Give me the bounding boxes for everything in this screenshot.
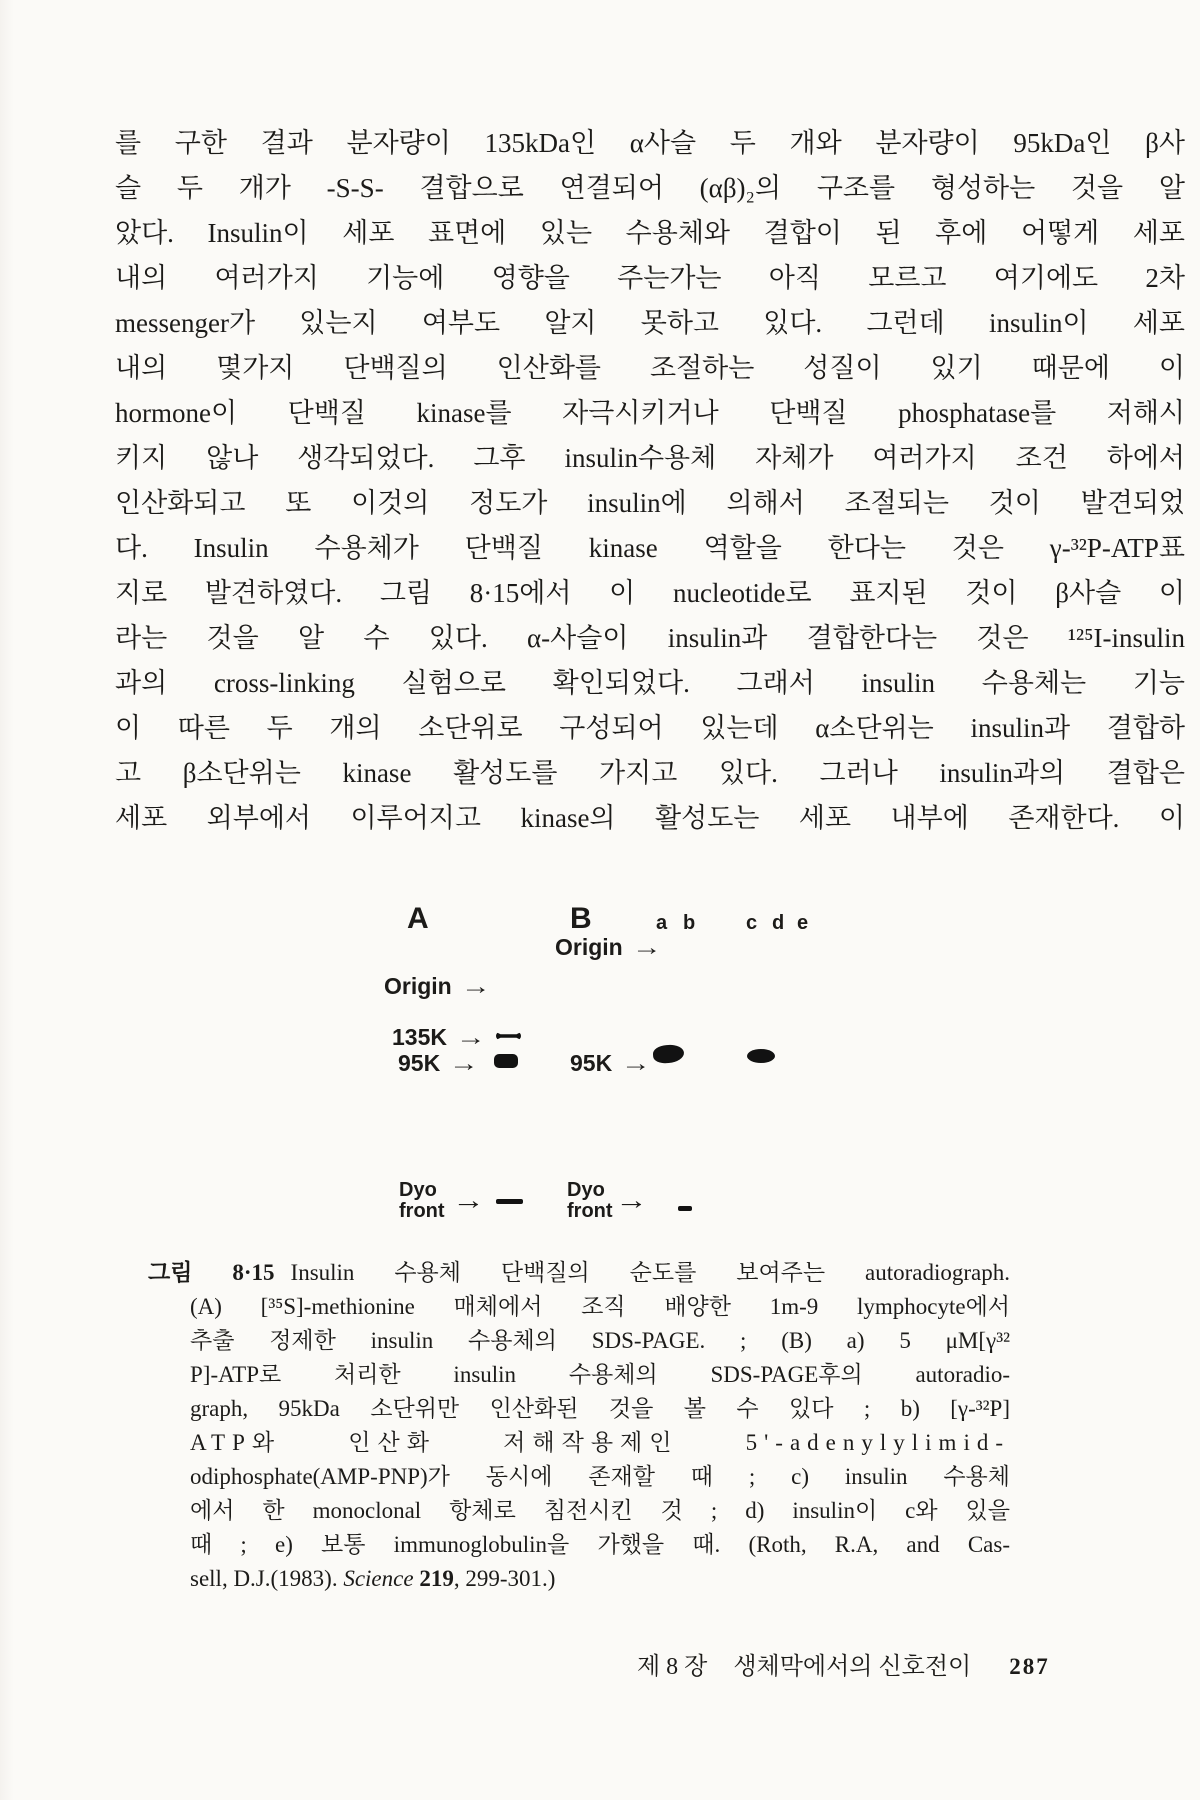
caption-line: P]-ATP로 처리한 insulin 수용체의 SDS-PAGE후의 autoradio-	[190, 1362, 1010, 1387]
gel-band-135k	[496, 1032, 521, 1040]
caption-line: 추출 정제한 insulin 수용체의 SDS-PAGE. ; (B) a) 5 μM[γ³²	[190, 1328, 1010, 1353]
body-line: 고 β소단위는 kinase 활성도를 가지고 있다. 그러나 insulin과의 결합은	[115, 758, 1185, 788]
footer-chapter: 제 8 장	[637, 1654, 708, 1680]
arrow-icon: →	[615, 1185, 648, 1215]
caption-line: 때 ; e) 보통 immunoglobulin을 가했을 때. (Roth, R.A, and Cas-	[190, 1532, 1010, 1557]
reference-journal: Science	[337, 1566, 414, 1591]
dye-front-band-b	[678, 1206, 692, 1211]
reference-prefix: sell, D.J.(1983).	[190, 1566, 338, 1591]
body-line: 내의 몇가지 단백질의 인산화를 조절하는 성질이 있기 때문에 이	[115, 353, 1185, 383]
panel-a-label: A	[407, 902, 430, 935]
figure-number: 그림 8·15	[148, 1260, 275, 1285]
body-line: 슬 두 개가 -S-S- 결합으로 연결되어 (αβ)₂의 구조를 형성하는 것을 알	[115, 173, 1185, 203]
dye-front-line1: Dyo	[399, 1179, 437, 1201]
dye-front-line2: front	[399, 1200, 445, 1222]
body-line: 이 따른 두 개의 소단위로 구성되어 있는데 α소단위는 insulin과 결합하	[115, 713, 1185, 743]
body-line: 았다. Insulin이 세포 표면에 있는 수용체와 결합이 된 후에 어떻게 세포	[115, 218, 1185, 248]
caption-line: (A) [³⁵S]-methionine 매체에서 조직 배양한 1m-9 lymphocyte에서	[190, 1294, 1010, 1319]
caption-line: odiphosphate(AMP-PNP)가 동시에 존재할 때 ; c) insulin 수용체	[190, 1464, 1010, 1489]
panel-b-95k-marker	[570, 1050, 652, 1077]
dye-front-line1: Dyo	[567, 1179, 605, 1201]
page-number: 287	[1009, 1654, 1050, 1679]
body-line: messenger가 있는지 여부도 알지 못하고 있다. 그런데 insulin이 세포	[115, 308, 1185, 338]
arrow-icon: →	[621, 1050, 652, 1076]
page-footer	[637, 1646, 1050, 1681]
gel-figure	[300, 880, 860, 1270]
lane-label-c: c	[746, 912, 758, 934]
marker-95k-label: 95K	[398, 1050, 441, 1076]
caption-reference	[190, 1562, 1010, 1596]
panel-a-95k-marker	[398, 1050, 480, 1077]
page-body-text	[115, 121, 1185, 841]
dye-front-band-a	[496, 1199, 523, 1204]
caption-line: graph, 95kDa 소단위만 인산화된 것을 볼 수 있다 ; b) [γ-³²P]	[190, 1396, 1010, 1421]
panel-a-135k-marker	[392, 1024, 486, 1051]
lane-label-a: a	[656, 912, 668, 934]
lane-label-e: e	[797, 912, 809, 934]
caption-line	[148, 1256, 1010, 1290]
body-line: 를 구한 결과 분자량이 135kDa인 α사슬 두 개와 분자량이 95kDa인 β사	[115, 128, 1185, 158]
arrow-icon: →	[452, 1185, 485, 1215]
panel-b-label: B	[570, 902, 593, 935]
figure-caption	[148, 1256, 1010, 1596]
origin-label: Origin	[555, 934, 623, 960]
panel-a-dye-front-label	[399, 1180, 445, 1222]
reference-volume: 219	[413, 1566, 454, 1591]
body-line: 지로 발견하였다. 그림 8·15에서 이 nucleotide로 표지된 것이 β사슬 이	[115, 578, 1185, 608]
panel-a-origin-label	[384, 973, 491, 1000]
footer-section-title: 생체막에서의 신호전이	[733, 1654, 972, 1680]
caption-title: Insulin 수용체 단백질의 순도를 보여주는 autoradiograph.	[290, 1260, 1011, 1285]
gel-band-95k-a	[494, 1054, 518, 1068]
gel-band-lane-a	[652, 1044, 684, 1064]
body-line: 라는 것을 알 수 있다. α-사슬이 insulin과 결합한다는 것은 ¹²⁵I-insulin	[115, 623, 1185, 653]
caption-line: 에서 한 monoclonal 항체로 침전시킨 것 ; d) insulin이 c와 있을	[190, 1498, 1010, 1523]
body-line: 키지 않나 생각되었다. 그후 insulin수용체 자체가 여러가지 조건 하에서	[115, 443, 1185, 473]
arrow-icon: →	[460, 973, 491, 999]
arrow-icon: →	[631, 934, 662, 960]
panel-b-dye-front-label	[567, 1180, 613, 1222]
caption-line: ATP와 인산화 저해작용제인 5'-adenylylimid-	[190, 1430, 1010, 1455]
body-line: 다. Insulin 수용체가 단백질 kinase 역할을 한다는 것은 γ-³²P-ATP표	[115, 533, 1185, 563]
marker-135k-label: 135K	[392, 1024, 447, 1050]
body-line: 과의 cross-linking 실험으로 확인되었다. 그래서 insulin 수용체는 기능	[115, 668, 1185, 698]
reference-pages: , 299-301.)	[453, 1566, 556, 1591]
lane-label-b: b	[683, 912, 696, 934]
panel-b-origin-label	[555, 934, 662, 961]
dye-front-line2: front	[567, 1200, 613, 1222]
arrow-icon: →	[455, 1024, 486, 1050]
marker-95k-label: 95K	[570, 1050, 613, 1076]
lane-label-d: d	[772, 912, 785, 934]
gel-band-lane-c	[747, 1049, 775, 1063]
origin-label: Origin	[384, 973, 452, 999]
body-line: hormone이 단백질 kinase를 자극시키거나 단백질 phosphatase를 저해시	[115, 398, 1185, 428]
arrow-icon: →	[449, 1050, 480, 1076]
body-line: 세포 외부에서 이루어지고 kinase의 활성도는 세포 내부에 존재한다. 이	[115, 803, 1185, 833]
body-line: 인산화되고 또 이것의 정도가 insulin에 의해서 조절되는 것이 발견되었	[115, 488, 1185, 518]
body-line: 내의 여러가지 기능에 영향을 주는가는 아직 모르고 여기에도 2차	[115, 263, 1185, 293]
